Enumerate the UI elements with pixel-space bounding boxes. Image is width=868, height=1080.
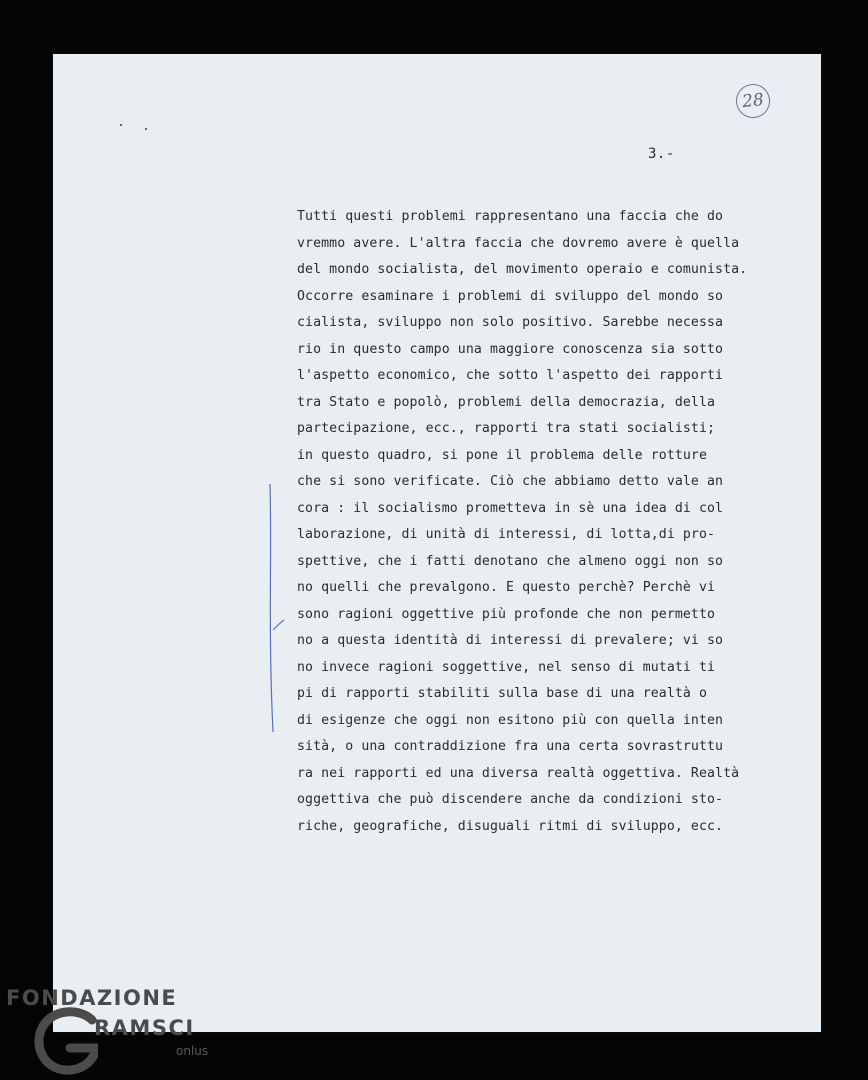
fondazione-gramsci-watermark — [0, 982, 230, 1080]
watermark-line1: FONDAZIONE — [6, 986, 178, 1010]
watermark-line3: onlus — [176, 1044, 209, 1058]
text-line: cialista, sviluppo non solo positivo. Sarebbe necessa — [297, 315, 724, 330]
text-line: rio in questo campo una maggiore conoscenza sia sotto — [297, 341, 724, 357]
text-line: Occorre esaminare i problemi di sviluppo del mondo so — [297, 288, 724, 304]
text-line: riche, geografiche, disuguali ritmi di sviluppo, ecc. — [297, 818, 724, 834]
paper-specks — [118, 123, 154, 133]
page-number: 3.- — [648, 146, 675, 162]
text-line: tra Stato e popolò, problemi della democrazia, della — [297, 394, 716, 410]
margin-pen-mark — [262, 480, 286, 736]
text-line: laborazione, di unità di interessi, di lotta,di pro- — [297, 527, 716, 542]
speck — [145, 128, 147, 130]
speck — [120, 124, 122, 126]
text-line: che si sono verificate. Ciò che abbiamo detto vale an — [297, 474, 724, 489]
text-line: sità, o una contraddizione fra una certa sovrastruttu — [297, 739, 724, 754]
text-line: sono ragioni oggettive più profonde che non permetto — [297, 606, 716, 622]
text-line: ra nei rapporti ed una diversa realtà oggettiva. Realtà — [297, 765, 740, 781]
text-line: oggettiva che può discendere anche da condizioni sto- — [297, 792, 724, 807]
text-line: spettive, che i fatti denotano che almeno oggi non so — [297, 553, 724, 569]
text-line: Tutti questi problemi rappresentano una faccia che do — [297, 209, 724, 224]
watermark-line2: RAMSCI — [94, 1016, 195, 1040]
gramsci-g-logo-icon — [34, 1006, 98, 1076]
text-line: di esigenze che oggi non esitono più con quella inten — [297, 712, 724, 728]
text-line: del mondo socialista, del movimento operaio e comunista. — [297, 262, 748, 277]
text-line: pi di rapporti stabiliti sulla base di una realtà o — [297, 686, 708, 701]
text-line: no a questa identità di interessi di prevalere; vi so — [297, 633, 724, 648]
text-line: no quelli che prevalgono. E questo perchè? Perchè vi — [297, 580, 716, 595]
text-line: cora : il socialismo prometteva in sè una idea di col — [297, 500, 724, 516]
text-line: partecipazione, ecc., rapporti tra stati socialisti; — [297, 421, 716, 436]
text-line: vremmo avere. L'altra faccia che dovremo avere è quella — [297, 235, 740, 251]
text-line: in questo quadro, si pone il problema delle rotture — [297, 447, 708, 463]
folio-number: 28 — [734, 82, 771, 119]
typed-paragraph — [297, 204, 817, 840]
text-line: no invece ragioni soggettive, nel senso di mutati ti — [297, 659, 716, 675]
text-line: l'aspetto economico, che sotto l'aspetto dei rapporti — [297, 368, 724, 383]
